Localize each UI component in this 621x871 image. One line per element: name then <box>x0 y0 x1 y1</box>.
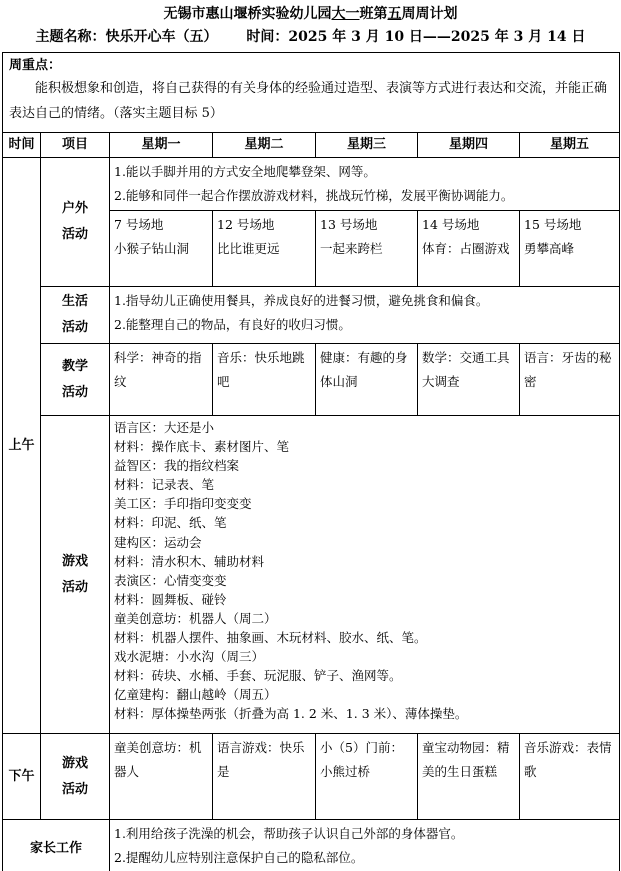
games-line: 戏水泥塘：小水沟（周三） <box>114 649 265 665</box>
teaching-day: 科学：神奇的指纹 <box>110 344 213 416</box>
games-line: 益智区：我的指纹档案 <box>114 458 240 474</box>
afternoon-games-label: 游戏 活动 <box>41 734 110 820</box>
afternoon-day: 童宝动物园：精美的生日蛋糕 <box>418 734 520 820</box>
title-prefix: 无锡市惠山堰桥实验幼儿园 <box>163 6 332 22</box>
games-line: 材料：砖块、水桶、手套、玩泥服、铲子、渔网等。 <box>114 668 402 684</box>
games-row <box>3 416 620 734</box>
header-day: 星期二 <box>213 133 316 158</box>
focus-text: 能积极想象和创造，将自己获得的有关身体的经验通过造型、表演等方式进行表达和交流，并能正确表达自己的情绪。（落实主题目标 5） <box>9 81 608 121</box>
focus-heading: 周重点： <box>9 58 62 73</box>
title-suffix: 周周计划 <box>401 6 458 22</box>
header-item: 项目 <box>41 133 110 158</box>
header-day: 星期三 <box>316 133 418 158</box>
outdoor-day: 13 号场地 一起来跨栏 <box>316 211 418 287</box>
theme-line <box>0 27 621 47</box>
afternoon-day: 小（5）门前：小熊过桥 <box>316 734 418 820</box>
teaching-day: 健康：有趣的身体山洞 <box>316 344 418 416</box>
focus-cell <box>3 53 620 133</box>
games-line: 语言区：大还是小 <box>114 420 215 435</box>
afternoon-day: 童美创意坊：机器人 <box>110 734 213 820</box>
plan-table <box>2 52 620 871</box>
header-day: 星期五 <box>520 133 620 158</box>
games-line: 材料：机器人摆件、抽象画、木玩材料、胶水、纸、笔。 <box>114 630 427 646</box>
life-goal: 1.指导幼儿正确使用餐具，养成良好的进餐习惯，避免挑食和偏食。 <box>114 293 489 308</box>
teaching-row <box>3 344 620 416</box>
games-line: 材料：操作底卡、素材图片、笔 <box>114 439 290 455</box>
games-content <box>110 416 620 734</box>
games-line: 材料：记录表、笔 <box>114 477 215 493</box>
games-line: 表演区：心情变变变 <box>114 572 227 588</box>
theme-name: 主题名称：快乐开心车（五） <box>35 29 218 45</box>
parents-row <box>3 820 620 871</box>
games-line: 材料：圆舞板、碰铃 <box>114 591 227 607</box>
games-line: 材料：印泥、纸、笔 <box>114 515 227 531</box>
life-label: 生活 活动 <box>41 287 110 344</box>
outdoor-label: 户外 活动 <box>41 158 110 287</box>
afternoon-label: 下午 <box>3 734 41 820</box>
title-week: 五 <box>387 6 402 22</box>
games-line: 童美创意坊：机器人（周二） <box>114 610 277 626</box>
outdoor-goals <box>110 158 620 211</box>
teaching-label: 教学 活动 <box>41 344 110 416</box>
theme-time: 时间：2025 年 3 月 10 日——2025 年 3 月 14 日 <box>246 29 586 45</box>
outdoor-day: 14 号场地 体育：占圈游戏 <box>418 211 520 287</box>
header-row <box>3 133 620 158</box>
teaching-day: 音乐：快乐地跳吧 <box>213 344 316 416</box>
title-middle: 班第 <box>359 6 388 22</box>
games-line: 材料：厚体操垫两张（折叠为高 1. 2 米、1. 3 米）、薄体操垫。 <box>114 706 468 722</box>
games-line: 建构区：运动会 <box>114 534 202 550</box>
afternoon-day: 音乐游戏：表情歌 <box>520 734 620 820</box>
parents-label: 家长工作 <box>3 820 110 871</box>
outdoor-goals-row <box>3 158 620 211</box>
focus-row <box>3 53 620 133</box>
morning-label: 上午 <box>3 158 41 734</box>
games-line: 美工区：手印指印变变变 <box>114 496 252 512</box>
parents-item: 1.利用给孩子洗澡的机会，帮助孩子认识自己外部的身体器官。 <box>114 826 464 841</box>
header-day: 星期一 <box>110 133 213 158</box>
outdoor-goal: 1.能以手脚并用的方式安全地爬攀登架、网等。 <box>114 164 376 179</box>
life-goals <box>110 287 620 344</box>
games-line: 材料：清水积木、辅助材料 <box>114 553 265 569</box>
document-title <box>0 4 621 24</box>
parents-items <box>110 820 620 871</box>
afternoon-row <box>3 734 620 820</box>
header-time: 时间 <box>3 133 41 158</box>
header-day: 星期四 <box>418 133 520 158</box>
games-label: 游戏 活动 <box>41 416 110 734</box>
parents-item: 2.提醒幼儿应特别注意保护自己的隐私部位。 <box>114 850 364 865</box>
games-line: 亿童建构：翻山越岭（周五） <box>114 687 277 703</box>
outdoor-day: 12 号场地 比比谁更远 <box>213 211 316 287</box>
title-class: 大一 <box>331 6 360 22</box>
outdoor-day: 15 号场地 勇攀高峰 <box>520 211 620 287</box>
teaching-day: 数学：交通工具大调查 <box>418 344 520 416</box>
life-goal: 2.能整理自己的物品，有良好的收归习惯。 <box>114 317 351 332</box>
outdoor-goal: 2.能够和同伴一起合作摆放游戏材料，挑战玩竹梯，发展平衡协调能力。 <box>114 188 514 203</box>
teaching-day: 语言：牙齿的秘密 <box>520 344 620 416</box>
life-row <box>3 287 620 344</box>
outdoor-day: 7 号场地 小猴子钻山洞 <box>110 211 213 287</box>
afternoon-day: 语言游戏：快乐是 <box>213 734 316 820</box>
